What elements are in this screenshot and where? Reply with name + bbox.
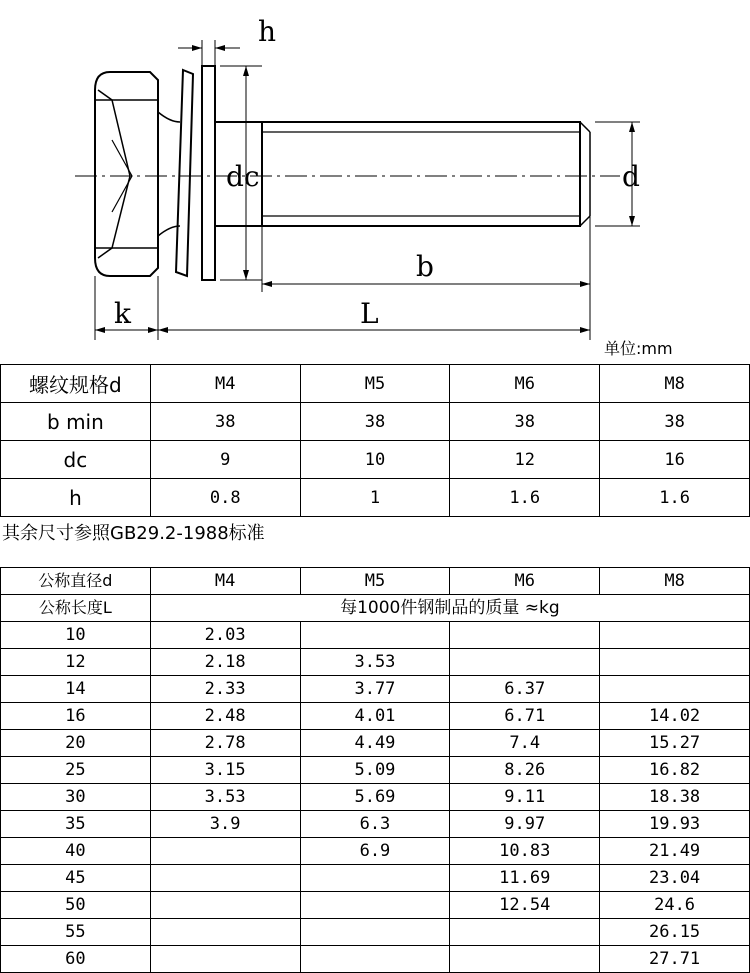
mass-value-cell: 14.02 — [600, 703, 750, 730]
mass-value-cell: 21.49 — [600, 838, 750, 865]
mass-value-cell: 2.03 — [150, 622, 300, 649]
spec-cell: 0.8 — [150, 479, 300, 517]
mass-length-cell: 10 — [1, 622, 151, 649]
mass-row — [1, 811, 750, 838]
mass-row — [1, 892, 750, 919]
mass-value-cell — [150, 892, 300, 919]
mass-length-cell: 55 — [1, 919, 151, 946]
mass-value-cell — [600, 676, 750, 703]
spec-cell: 38 — [300, 403, 450, 441]
mass-length-cell: 12 — [1, 649, 151, 676]
spring-washer — [176, 70, 193, 276]
mass-value-cell — [450, 649, 600, 676]
spec-cell: 38 — [150, 403, 300, 441]
mass-value-cell — [300, 946, 450, 973]
mass-length-cell: 25 — [1, 757, 151, 784]
spec-cell: 1.6 — [600, 479, 750, 517]
mass-length-cell: 50 — [1, 892, 151, 919]
mass-value-cell — [600, 622, 750, 649]
mass-value-cell — [300, 892, 450, 919]
mass-header-cell: M4 — [150, 568, 300, 595]
mass-value-cell: 4.49 — [300, 730, 450, 757]
spec-cell: 1.6 — [450, 479, 600, 517]
spec-cell: 12 — [450, 441, 600, 479]
dim-label-h: h — [258, 15, 277, 48]
mass-value-cell — [150, 919, 300, 946]
mass-value-cell — [600, 649, 750, 676]
mass-value-cell: 3.15 — [150, 757, 300, 784]
spec-row-label: dc — [1, 441, 151, 479]
dim-label-k: k — [114, 297, 131, 330]
spec-row — [1, 441, 750, 479]
mass-header-cell: 公称直径d — [1, 568, 151, 595]
dim-label-b: b — [416, 250, 434, 283]
mass-value-cell: 23.04 — [600, 865, 750, 892]
mass-value-cell: 12.54 — [450, 892, 600, 919]
mass-value-cell — [450, 919, 600, 946]
mass-length-cell: 35 — [1, 811, 151, 838]
spec-header-cell: M4 — [150, 365, 300, 403]
mass-row — [1, 919, 750, 946]
mass-value-cell: 8.26 — [450, 757, 600, 784]
mass-table-body — [1, 622, 750, 973]
mass-value-cell: 6.3 — [300, 811, 450, 838]
mass-value-cell: 27.71 — [600, 946, 750, 973]
mass-unit-header: 每1000件钢制品的质量 ≈kg — [150, 595, 749, 622]
spec-table — [0, 364, 750, 517]
spec-cell: 1 — [300, 479, 450, 517]
mass-value-cell: 10.83 — [450, 838, 600, 865]
spec-row-label: h — [1, 479, 151, 517]
mass-value-cell — [300, 865, 450, 892]
flat-washer — [202, 66, 215, 280]
mass-length-cell: 16 — [1, 703, 151, 730]
spec-cell: 9 — [150, 441, 300, 479]
mass-row — [1, 757, 750, 784]
mass-value-cell: 9.11 — [450, 784, 600, 811]
spec-cell: 16 — [600, 441, 750, 479]
mass-value-cell: 19.93 — [600, 811, 750, 838]
mass-length-cell: 30 — [1, 784, 151, 811]
mass-value-cell: 2.18 — [150, 649, 300, 676]
mass-length-cell: 20 — [1, 730, 151, 757]
mass-value-cell: 3.53 — [150, 784, 300, 811]
mass-value-cell: 4.01 — [300, 703, 450, 730]
mass-value-cell — [450, 622, 600, 649]
mass-value-cell: 6.9 — [300, 838, 450, 865]
mass-value-cell: 5.09 — [300, 757, 450, 784]
screw-head — [95, 72, 158, 276]
spec-row-label: b min — [1, 403, 151, 441]
mass-value-cell: 11.69 — [450, 865, 600, 892]
mass-value-cell: 16.82 — [600, 757, 750, 784]
mass-value-cell: 3.9 — [150, 811, 300, 838]
unit-note: 单位:mm — [604, 339, 673, 358]
mass-value-cell — [150, 865, 300, 892]
thread — [262, 122, 580, 226]
mass-row — [1, 865, 750, 892]
mass-value-cell: 2.78 — [150, 730, 300, 757]
mass-value-cell — [450, 946, 600, 973]
mass-header-cell: M8 — [600, 568, 750, 595]
mass-value-cell: 2.33 — [150, 676, 300, 703]
mass-row — [1, 946, 750, 973]
mass-value-cell: 3.53 — [300, 649, 450, 676]
spec-row — [1, 403, 750, 441]
mass-value-cell — [150, 838, 300, 865]
mass-subheader-row — [1, 595, 750, 622]
mass-row — [1, 703, 750, 730]
spec-row — [1, 479, 750, 517]
mass-row — [1, 838, 750, 865]
standard-note: 其余尺寸参照GB29.2-1988标准 — [2, 523, 265, 544]
mass-value-cell: 5.69 — [300, 784, 450, 811]
mass-row — [1, 784, 750, 811]
spec-header-cell: M6 — [450, 365, 600, 403]
spec-cell: 10 — [300, 441, 450, 479]
mass-length-cell: 40 — [1, 838, 151, 865]
mass-table — [0, 567, 750, 973]
mass-value-cell: 26.15 — [600, 919, 750, 946]
mass-header-cell: M6 — [450, 568, 600, 595]
dim-label-dc: dc — [226, 160, 260, 193]
mass-row — [1, 649, 750, 676]
spec-header-cell: M8 — [600, 365, 750, 403]
mass-length-cell: 60 — [1, 946, 151, 973]
mass-value-cell: 24.6 — [600, 892, 750, 919]
mass-value-cell — [300, 622, 450, 649]
mass-value-cell: 6.37 — [450, 676, 600, 703]
mass-length-cell: 14 — [1, 676, 151, 703]
mass-value-cell — [300, 919, 450, 946]
mass-value-cell: 15.27 — [600, 730, 750, 757]
dim-label-d: d — [622, 160, 640, 193]
mass-row — [1, 622, 750, 649]
mass-row — [1, 730, 750, 757]
mass-row — [1, 676, 750, 703]
mass-value-cell: 6.71 — [450, 703, 600, 730]
spec-header-cell: 螺纹规格d — [1, 365, 151, 403]
mass-value-cell: 18.38 — [600, 784, 750, 811]
mass-header-row — [1, 568, 750, 595]
spec-cell: 38 — [450, 403, 600, 441]
mass-length-header: 公称长度L — [1, 595, 151, 622]
spec-cell: 38 — [600, 403, 750, 441]
dim-label-L: L — [360, 297, 379, 330]
mass-value-cell: 2.48 — [150, 703, 300, 730]
mass-value-cell — [150, 946, 300, 973]
mass-value-cell: 3.77 — [300, 676, 450, 703]
mass-value-cell: 9.97 — [450, 811, 600, 838]
screw-drawing — [0, 0, 750, 345]
mass-length-cell: 45 — [1, 865, 151, 892]
spec-header-cell: M5 — [300, 365, 450, 403]
spec-header-row — [1, 365, 750, 403]
mass-value-cell: 7.4 — [450, 730, 600, 757]
mass-header-cell: M5 — [300, 568, 450, 595]
